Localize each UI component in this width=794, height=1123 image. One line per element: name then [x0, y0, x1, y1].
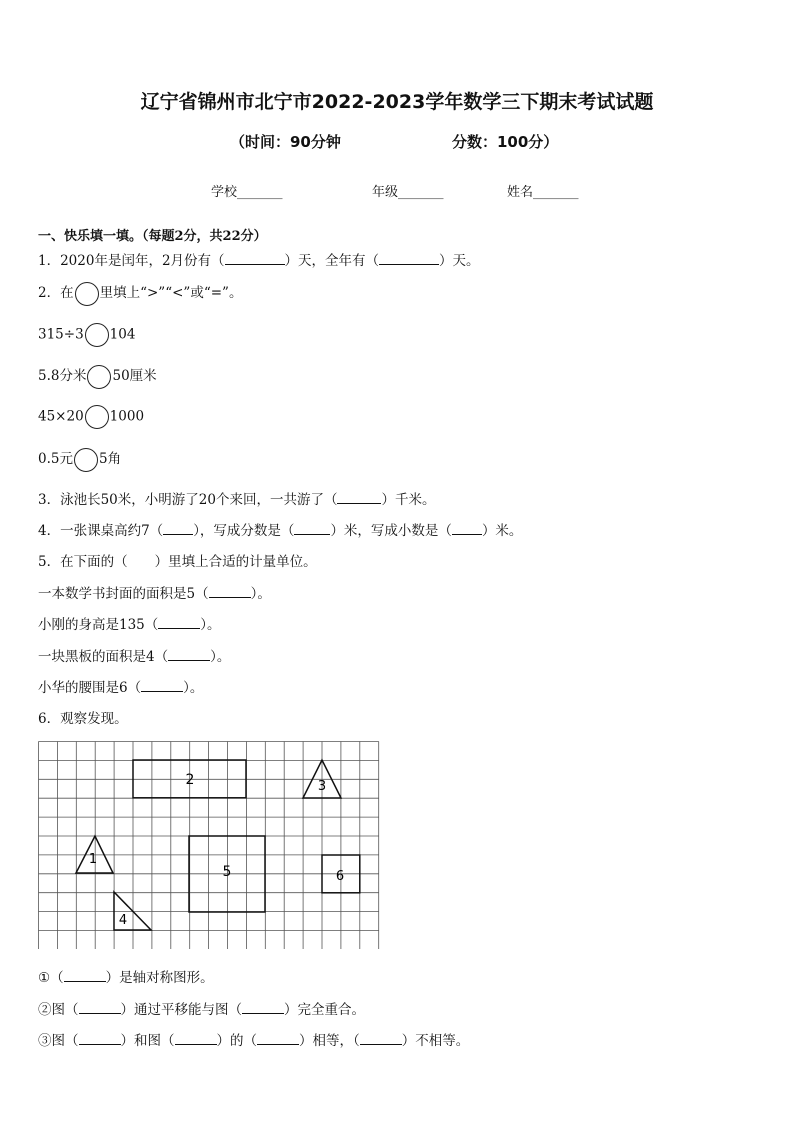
q6-blank[interactable] [257, 1032, 299, 1045]
q1-blank-1[interactable] [225, 252, 285, 265]
q5-close: ）。 [200, 617, 221, 633]
q6-blank[interactable] [360, 1032, 402, 1045]
answer-circle[interactable] [87, 365, 111, 389]
q4-text-c: ）米，写成小数是（ [330, 523, 452, 539]
q5-close: ）。 [250, 586, 271, 602]
q5-blank[interactable] [141, 679, 183, 692]
grade-field[interactable]: 年级_______ [372, 185, 444, 200]
shape-label-3: 3 [317, 779, 327, 794]
q2-text-b: 里填上“>”“<”或“=”。 [99, 285, 243, 301]
q6-s1-text-a: ①（ [38, 970, 64, 986]
section-heading: 一、快乐填一填。（每题2分，共22分） [38, 229, 267, 244]
q2-item-right: 50厘米 [112, 368, 157, 384]
school-field[interactable]: 学校_______ [211, 185, 283, 200]
question-3 [38, 488, 435, 508]
q6-blank[interactable] [79, 1032, 121, 1045]
q3-blank[interactable] [337, 491, 381, 504]
shape-label-1: 1 [88, 852, 98, 867]
q2-item [38, 405, 144, 429]
q6-sub-2 [38, 998, 365, 1018]
q2-text-a: 2．在 [38, 285, 74, 301]
answer-circle[interactable] [85, 323, 109, 347]
q6-blank[interactable] [79, 1001, 121, 1014]
q6-s3-text-c: ）的（ [216, 1033, 257, 1049]
page-title: 辽宁省锦州市北宁市2022-2023学年数学三下期末考试试题 [140, 91, 654, 113]
answer-circle[interactable] [85, 405, 109, 429]
question-6: 6．观察发现。 [38, 711, 128, 727]
q4-blank-3[interactable] [452, 522, 482, 535]
q1-text-a: 1．2020年是闰年，2月份有（ [38, 253, 225, 269]
q2-item-left: 0.5元 [38, 451, 73, 467]
q2-item [38, 323, 135, 347]
q6-s2-text-b: ）通过平移能与图（ [120, 1002, 242, 1018]
q6-s3-text-e: ）不相等。 [401, 1033, 470, 1049]
q5-item-text: 小华的腰围是6（ [38, 680, 142, 696]
q5-item-text: 一本数学书封面的面积是5（ [38, 586, 209, 602]
q6-blank[interactable] [175, 1032, 217, 1045]
q4-blank-2[interactable] [294, 522, 330, 535]
q6-s3-text-b: ）和图（ [120, 1033, 175, 1049]
q2-item-right: 1000 [109, 408, 145, 425]
q4-text-d: ）米。 [481, 523, 523, 539]
q1-blank-2[interactable] [379, 252, 439, 265]
exam-score: 分数：100分） [452, 133, 559, 151]
q1-text-b: ）天，全年有（ [284, 253, 380, 269]
grid-figure [38, 741, 380, 949]
q5-item [38, 582, 271, 602]
q2-item [38, 447, 121, 472]
q6-s2-text-c: ）完全重合。 [284, 1002, 365, 1018]
question-1 [38, 249, 480, 269]
q6-sub-1 [38, 966, 214, 986]
exam-time: （时间：90分钟 [230, 133, 341, 151]
q5-item-text: 一块黑板的面积是4（ [38, 649, 169, 665]
q2-item-left: 315÷3 [38, 326, 84, 343]
q2-item-right: 104 [109, 326, 136, 343]
q3-text-a: 3．泳池长50米，小明游了20个来回，一共游了（ [38, 492, 338, 508]
q5-blank[interactable] [209, 585, 251, 598]
q5-item [38, 676, 203, 696]
q5-item [38, 645, 230, 665]
shape-label-4: 4 [118, 913, 128, 928]
q2-item-left: 5.8分米 [38, 368, 87, 384]
name-field[interactable]: 姓名_______ [507, 185, 579, 200]
q5-item [38, 613, 221, 633]
answer-circle[interactable] [75, 282, 99, 306]
q6-s3-text-d: ）相等，（ [299, 1033, 360, 1049]
q4-blank-1[interactable] [163, 522, 193, 535]
q3-text-b: ）千米。 [381, 492, 436, 508]
q2-item-left: 45×20 [38, 408, 84, 425]
q5-close: ）。 [183, 680, 204, 696]
q6-s3-text-a: ③图（ [38, 1033, 79, 1049]
shape-label-6: 6 [335, 869, 345, 884]
q6-s2-text-a: ②图（ [38, 1002, 79, 1018]
q1-text-c: ）天。 [439, 253, 480, 269]
q5-blank[interactable] [158, 616, 200, 629]
shape-label-2: 2 [185, 772, 195, 788]
q6-s1-text-b: ）是轴对称图形。 [105, 970, 214, 986]
q5-close: ）。 [210, 649, 231, 665]
q6-blank[interactable] [242, 1001, 284, 1014]
answer-circle[interactable] [74, 448, 98, 472]
q2-item [38, 364, 157, 389]
q4-text-a: 4．一张课桌高约7（ [38, 523, 164, 539]
q5-blank[interactable] [168, 648, 210, 661]
q5-item-text: 小刚的身高是135（ [38, 617, 159, 633]
question-5: 5．在下面的（ ）里填上合适的计量单位。 [38, 554, 317, 570]
q6-sub-3 [38, 1029, 469, 1049]
shape-label-5: 5 [222, 864, 232, 880]
q2-item-right: 5角 [98, 451, 122, 467]
question-2 [38, 281, 242, 306]
q6-blank[interactable] [64, 969, 106, 982]
question-4 [38, 519, 522, 539]
q4-text-b: ），写成分数是（ [193, 523, 295, 539]
